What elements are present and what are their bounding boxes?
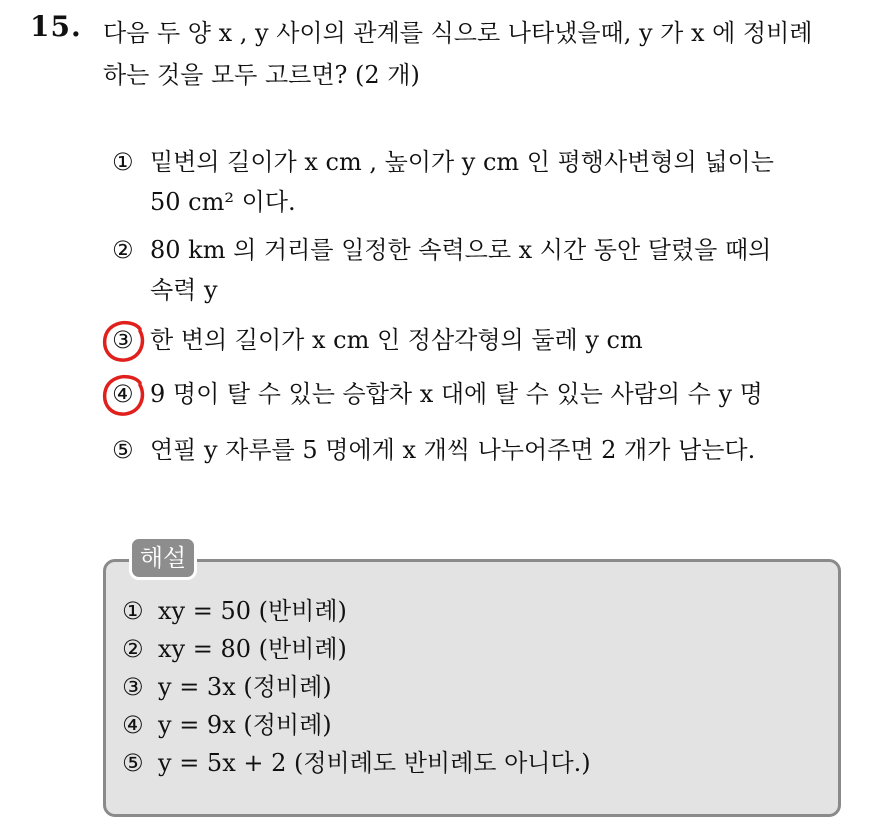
solution-number: ② [122,635,144,663]
question-text [103,12,863,96]
solution-line [122,592,591,630]
question-line-2: 하는 것을 모두 고르면? (2 개) [103,61,420,89]
option-3[interactable] [112,320,852,360]
solution-number: ③ [122,673,144,701]
solution-text: y = 3x (정비례) [158,673,332,701]
solution-text: xy = 80 (반비례) [158,635,347,663]
option-text-line-1: 한 변의 길이가 x cm 인 정삼각형의 둘레 y cm [150,326,643,354]
question-line-1: 다음 두 양 x , y 사이의 관계를 식으로 나타냈을때, y 가 x 에 정비례 [103,19,813,47]
option-1[interactable] [112,142,852,222]
option-number: ③ [112,326,134,354]
selected-circle-mark-icon [100,318,146,364]
option-text-line-1: 9 명이 탈 수 있는 승합차 x 대에 탈 수 있는 사람의 수 y 명 [150,380,763,408]
option-4[interactable] [112,374,852,414]
solution-line [122,744,591,782]
solution-line [122,706,591,744]
option-number: ① [112,148,134,176]
solution-text: y = 9x (정비례) [158,711,332,739]
solution-number: ④ [122,711,144,739]
option-text-line-2: 속력 y [150,276,218,304]
option-text-line-2: 50 cm² 이다. [150,188,296,216]
option-text-line-1: 80 km 의 거리를 일정한 속력으로 x 시간 동안 달렸을 때의 [150,236,772,264]
solution-text: xy = 50 (반비례) [158,597,347,625]
option-number: ② [112,236,134,264]
solution-number: ① [122,597,144,625]
option-text-line-1: 연필 y 자루를 5 명에게 x 개씩 나누어주면 2 개가 남는다. [150,436,756,464]
option-number: ④ [112,380,134,408]
option-text-line-1: 밑변의 길이가 x cm , 높이가 y cm 인 평행사변형의 넓이는 [150,148,774,176]
answer-options [112,142,852,470]
selected-circle-mark-icon [100,372,146,418]
solution-line [122,668,591,706]
option-number: ⑤ [112,436,134,464]
solution-number: ⑤ [122,749,144,777]
solution-tag: 해설 [129,536,197,580]
option-2[interactable] [112,230,852,310]
solution-lines [122,592,591,782]
option-5[interactable] [112,430,852,470]
question-number: 15. [30,10,82,43]
solution-text: y = 5x + 2 (정비례도 반비례도 아니다.) [158,749,591,777]
solution-line [122,630,591,668]
